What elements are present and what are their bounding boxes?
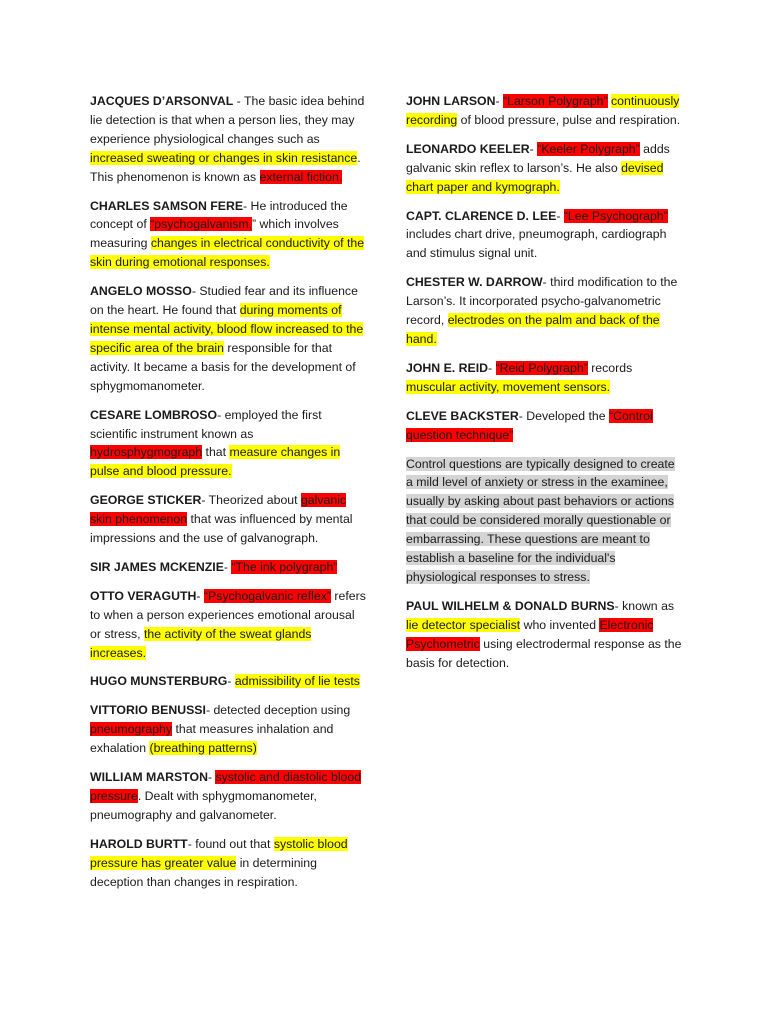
entry-text: adds galvanic skin reflex to larson’s. He also [406, 141, 670, 175]
entry-cleve-backster [406, 407, 682, 445]
entry-text: - [556, 208, 564, 223]
entry-text: - Developed the [518, 408, 609, 423]
entry-text: responsible for that activity. It became a basis for the development of sphygmomanometer. [90, 340, 356, 393]
highlight-yellow: (breathing patterns) [149, 741, 257, 756]
entry-name: CESARE LOMBROSO [90, 407, 218, 422]
entry-text: - found out that [187, 836, 274, 851]
entry-text: - [207, 770, 216, 785]
entry-name: CHARLES SAMSON FERE [90, 198, 244, 213]
highlight-red: “Reid Polygraph” [495, 360, 588, 375]
highlight-yellow: during moments of intense mental activity, blood flow increased to the specific area of the brain [90, 303, 364, 355]
entry-text: who invented [520, 617, 600, 632]
entry-text: - He introduced the concept of [90, 198, 348, 232]
entry-name: HUGO MUNSTERBURG [90, 674, 228, 689]
entry-text: - The basic idea behind lie detection is that when a person lies, they may experience physiological changes such as [90, 94, 365, 146]
entry-text: . Dealt with sphygmomanometer, pneumography and galvanometer. [90, 789, 317, 822]
entry-name: JACQUES D’ARSONVAL [90, 94, 234, 108]
entry-name: ANGELO MOSSO [90, 284, 192, 299]
entry-name: CLEVE BACKSTER [406, 408, 519, 423]
entry-name: JOHN LARSON [406, 94, 496, 108]
entry-vittorio-benussi [90, 701, 366, 758]
highlight-gray: Control questions are typically designed to create a mild level of anxiety or stress in the examinee, usually by asking about past behaviors or actions that could be considered morally questionable or embarrassing. These questions are meant to establish a baseline for the individual's physiological responses to stress. [406, 456, 675, 584]
highlight-red: galvanic skin phenomenon [90, 493, 347, 527]
highlight-red: Electronic Psychometric [406, 617, 654, 651]
highlight-red: “The ink polygraph” [231, 559, 338, 574]
entry-george-sticker [90, 491, 366, 548]
entry-name: LEONARDO KEELER [406, 141, 530, 156]
entry-capt-clarence-d-lee [406, 207, 682, 264]
entry-leonardo-keeler [406, 140, 682, 197]
entry-hugo-munsterburg [90, 672, 366, 691]
highlight-red: “Lee Psychograph” [563, 208, 668, 223]
entry-paul-wilhelm-donald-burns [406, 597, 682, 673]
entry-text: of blood pressure, pulse and respiration. [457, 112, 681, 127]
highlight-red: “psychogalvanism, [150, 217, 253, 232]
entry-text: - known as [614, 598, 675, 613]
entry-sir-james-mckenzie [90, 558, 366, 577]
highlight-red: systolic and diastolic blood pressure [90, 770, 362, 803]
entry-text: - third modification to the Larson’s. It incorporated psycho-galvanometric record, [406, 275, 678, 328]
highlight-red: “Larson Polygraph” [503, 94, 608, 108]
highlight-red: external fiction. [259, 169, 343, 184]
highlight-red: pneumography [90, 722, 173, 737]
entry-text: - employed the first scientific instrument known as [90, 407, 322, 441]
highlight-yellow: electrodes on the palm and back of the hand. [406, 313, 660, 346]
entry-name: CAPT. CLARENCE D. LEE [406, 208, 557, 223]
entry-text: - [495, 94, 504, 108]
entry-otto-veraguth [90, 587, 366, 663]
entry-text: refers to when a person experiences emotional arousal or stress, [90, 588, 366, 641]
entry-name: CHESTER W. DARROW [406, 275, 543, 290]
highlight-yellow: lie detector specialist [406, 617, 521, 632]
highlight-red: “Psychogalvanic reflex” [203, 588, 331, 603]
entry-text: in determining deception than changes in respiration. [90, 855, 317, 889]
highlight-yellow: continuously recording [406, 94, 680, 127]
right-column [406, 92, 682, 682]
entry-name: PAUL WILHELM & DONALD BURNS [406, 598, 615, 613]
entry-text: that [202, 445, 230, 460]
entry-text: - Studied fear and its influence on the heart. He found that [90, 284, 358, 318]
highlight-yellow: measure changes in pulse and blood pressure. [90, 445, 341, 479]
entry-chester-w-darrow [406, 273, 682, 349]
entry-text: ” which involves measuring [90, 217, 339, 251]
entry-text: . This phenomenon is known as [90, 150, 361, 184]
entry-text: - [529, 141, 538, 156]
highlight-yellow: changes in electrical conductivity of the skin during emotional responses. [90, 236, 365, 270]
entry-john-larson [406, 92, 682, 130]
entry-text: using electrodermal response as the basis for detection. [406, 636, 682, 670]
highlight-yellow: devised chart paper and kymograph. [406, 160, 664, 194]
highlight-yellow: systolic blood pressure has greater value [90, 836, 348, 870]
entry-name: VITTORIO BENUSSI [90, 703, 206, 718]
entry-name: SIR JAMES MCKENZIE [90, 559, 224, 574]
entry-text: that measures inhalation and exhalation [90, 722, 334, 756]
entry-john-e-reid [406, 359, 682, 397]
entry-text: includes chart drive, pneumograph, cardiograph and stimulus signal unit. [406, 227, 667, 261]
entry-cesare-lombroso [90, 406, 366, 482]
entry-william-marston [90, 768, 366, 825]
entry-charles-samson-fere [90, 197, 366, 273]
highlight-red: “Keeler Polygraph” [537, 141, 640, 156]
entry-explanation [406, 455, 682, 587]
entry-text: that was influenced by mental impressions and the use of galvanograph. [90, 512, 353, 546]
entry-harold-burtt [90, 835, 366, 892]
entry-jacques-d-arsonval [90, 92, 366, 187]
highlight-yellow: muscular activity, movement sensors. [406, 379, 611, 394]
entry-text: - [488, 360, 496, 375]
highlight-red: “Control question technique” [406, 408, 653, 442]
highlight-yellow: the activity of the sweat glands increases. [90, 626, 312, 660]
highlight-yellow: admissibility of lie tests [234, 674, 360, 689]
entry-text: - [196, 588, 204, 603]
highlight-yellow: increased sweating or changes in skin resistance [90, 150, 358, 165]
entry-name: JOHN E. REID [406, 360, 488, 375]
left-column [90, 92, 366, 902]
entry-angelo-mosso [90, 282, 366, 395]
entry-text: - Theorized about [201, 493, 301, 508]
entry-text: - [227, 674, 235, 689]
entry-name: HAROLD BURTT [90, 836, 188, 851]
entry-text: records [587, 360, 633, 375]
entry-text: - detected deception using [205, 703, 351, 718]
entry-name: GEORGE STICKER [90, 493, 202, 508]
entry-name: OTTO VERAGUTH [90, 588, 197, 603]
entry-name: WILLIAM MARSTON [90, 770, 208, 785]
highlight-red: hydrosphygmograph [90, 445, 203, 460]
entry-text: - [223, 559, 232, 574]
